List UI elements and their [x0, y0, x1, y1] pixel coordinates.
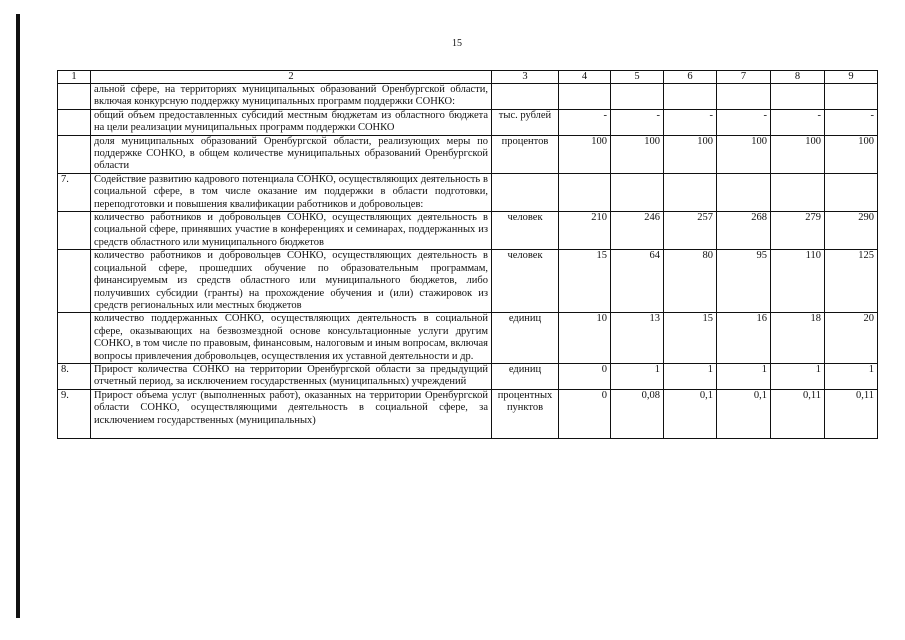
unit-cell	[492, 173, 559, 211]
value-cell: 10	[559, 313, 611, 364]
indicator-description-cell: Прирост объема услуг (выполненных работ), оказанных на территории Оренбургской области СОНКО, осуществляющими деятельность в социальной сфере, за исключением государственных (муниципальных)	[91, 389, 492, 438]
value-cell: -	[611, 109, 664, 135]
value-cell: 1	[664, 363, 717, 389]
table-row	[58, 212, 878, 250]
header-cell: 4	[559, 71, 611, 84]
unit-cell: процентов	[492, 135, 559, 173]
value-cell: 100	[771, 135, 825, 173]
header-cell: 2	[91, 71, 492, 84]
header-cell: 1	[58, 71, 91, 84]
value-cell: 64	[611, 250, 664, 313]
header-cell: 8	[771, 71, 825, 84]
value-cell: 15	[559, 250, 611, 313]
table-row	[58, 84, 878, 110]
value-cell: 110	[771, 250, 825, 313]
value-cell	[664, 84, 717, 110]
indicator-description-cell: Прирост количества СОНКО на территории Оренбургской области за предыдущий отчетный период, за исключением государственных (муниципальных) учреждений	[91, 363, 492, 389]
row-number-cell	[58, 135, 91, 173]
page-number: 15	[452, 38, 462, 49]
table-row	[58, 109, 878, 135]
value-cell: -	[717, 109, 771, 135]
value-cell: -	[559, 109, 611, 135]
row-number-cell	[58, 212, 91, 250]
value-cell: -	[825, 109, 878, 135]
value-cell: 20	[825, 313, 878, 364]
row-number-cell	[58, 109, 91, 135]
value-cell: 100	[611, 135, 664, 173]
value-cell: 246	[611, 212, 664, 250]
value-cell: 15	[664, 313, 717, 364]
indicator-description-cell: количество работников и добровольцев СОНКО, осуществляющих деятельность в социальной сфере, прошедших обучение по образовательным программам, финансируемым из средств областного или муниципального бюджетов, либо получивших субсидии (гранты) на прохождение обучения и (или) стажировок из средств региональных или местных бюджетов	[91, 250, 492, 313]
header-cell: 7	[717, 71, 771, 84]
unit-cell: человек	[492, 250, 559, 313]
unit-cell: единиц	[492, 313, 559, 364]
value-cell: 125	[825, 250, 878, 313]
value-cell: 95	[717, 250, 771, 313]
value-cell: 100	[825, 135, 878, 173]
indicator-description-cell: альной сфере, на территориях муниципальных образований Оренбургской области, включая конкурсную поддержку муниципальных программ поддержки СОНКО:	[91, 84, 492, 110]
indicator-description-cell: количество работников и добровольцев СОНКО, осуществляющих деятельность в социальной сфере, принявших участие в конференциях и семинарах, поддержанных из средств областного или муниципального бюджетов	[91, 212, 492, 250]
row-number-cell	[58, 84, 91, 110]
value-cell: 0,1	[717, 389, 771, 438]
value-cell: 1	[771, 363, 825, 389]
unit-cell: тыс. рублей	[492, 109, 559, 135]
header-cell: 9	[825, 71, 878, 84]
unit-cell: человек	[492, 212, 559, 250]
value-cell: 279	[771, 212, 825, 250]
value-cell	[771, 173, 825, 211]
value-cell: 100	[664, 135, 717, 173]
header-cell: 5	[611, 71, 664, 84]
value-cell	[664, 173, 717, 211]
unit-cell: процентных пунктов	[492, 389, 559, 438]
indicator-description-cell: общий объем предоставленных субсидий местным бюджетам из областного бюджета на цели реализации муниципальных программ поддержки СОНКО	[91, 109, 492, 135]
row-number-cell	[58, 313, 91, 364]
value-cell: 0	[559, 389, 611, 438]
value-cell: 257	[664, 212, 717, 250]
value-cell: 0,11	[771, 389, 825, 438]
value-cell: 100	[717, 135, 771, 173]
value-cell: 268	[717, 212, 771, 250]
table-header-row	[58, 71, 878, 84]
unit-cell: единиц	[492, 363, 559, 389]
unit-cell	[492, 84, 559, 110]
value-cell: 210	[559, 212, 611, 250]
header-cell: 3	[492, 71, 559, 84]
value-cell: 1	[611, 363, 664, 389]
table-row	[58, 135, 878, 173]
value-cell	[559, 173, 611, 211]
table-row	[58, 363, 878, 389]
value-cell: 100	[559, 135, 611, 173]
row-number-cell: 9.	[58, 389, 91, 438]
value-cell: 290	[825, 212, 878, 250]
value-cell: 1	[717, 363, 771, 389]
value-cell	[825, 173, 878, 211]
left-margin-bar	[16, 14, 20, 618]
value-cell	[559, 84, 611, 110]
value-cell: 18	[771, 313, 825, 364]
value-cell: 1	[825, 363, 878, 389]
table-row	[58, 250, 878, 313]
value-cell: 80	[664, 250, 717, 313]
indicator-description-cell: доля муниципальных образований Оренбургской области, реализующих меры по поддержке СОНКО, в общем количестве муниципальных образований Оренбургской области	[91, 135, 492, 173]
value-cell	[611, 173, 664, 211]
value-cell	[825, 84, 878, 110]
row-number-cell: 8.	[58, 363, 91, 389]
table-row	[58, 173, 878, 211]
value-cell: 13	[611, 313, 664, 364]
indicator-description-cell: количество поддержанных СОНКО, осуществляющих деятельность в социальной сфере, оказывающих на безвозмездной основе консультационные услуги другим СОНКО, в том числе по правовым, финансовым, налоговым и иным вопросам, включая вопросы привлечения добровольцев, осуществления их уставной деятельности и др.	[91, 313, 492, 364]
header-cell: 6	[664, 71, 717, 84]
indicator-description-cell: Содействие развитию кадрового потенциала СОНКО, осуществляющих деятельность в социальной сфере, в том числе оказание им поддержки в области подготовки, переподготовки и повышения квалификации работников и добровольцев:	[91, 173, 492, 211]
value-cell: 0,11	[825, 389, 878, 438]
table-row	[58, 313, 878, 364]
value-cell: 0,1	[664, 389, 717, 438]
indicators-table	[57, 70, 878, 439]
row-number-cell	[58, 250, 91, 313]
value-cell	[717, 84, 771, 110]
value-cell: -	[771, 109, 825, 135]
value-cell	[611, 84, 664, 110]
value-cell: 0	[559, 363, 611, 389]
value-cell: 16	[717, 313, 771, 364]
table-row	[58, 389, 878, 438]
value-cell: -	[664, 109, 717, 135]
value-cell	[771, 84, 825, 110]
row-number-cell: 7.	[58, 173, 91, 211]
value-cell	[717, 173, 771, 211]
value-cell: 0,08	[611, 389, 664, 438]
